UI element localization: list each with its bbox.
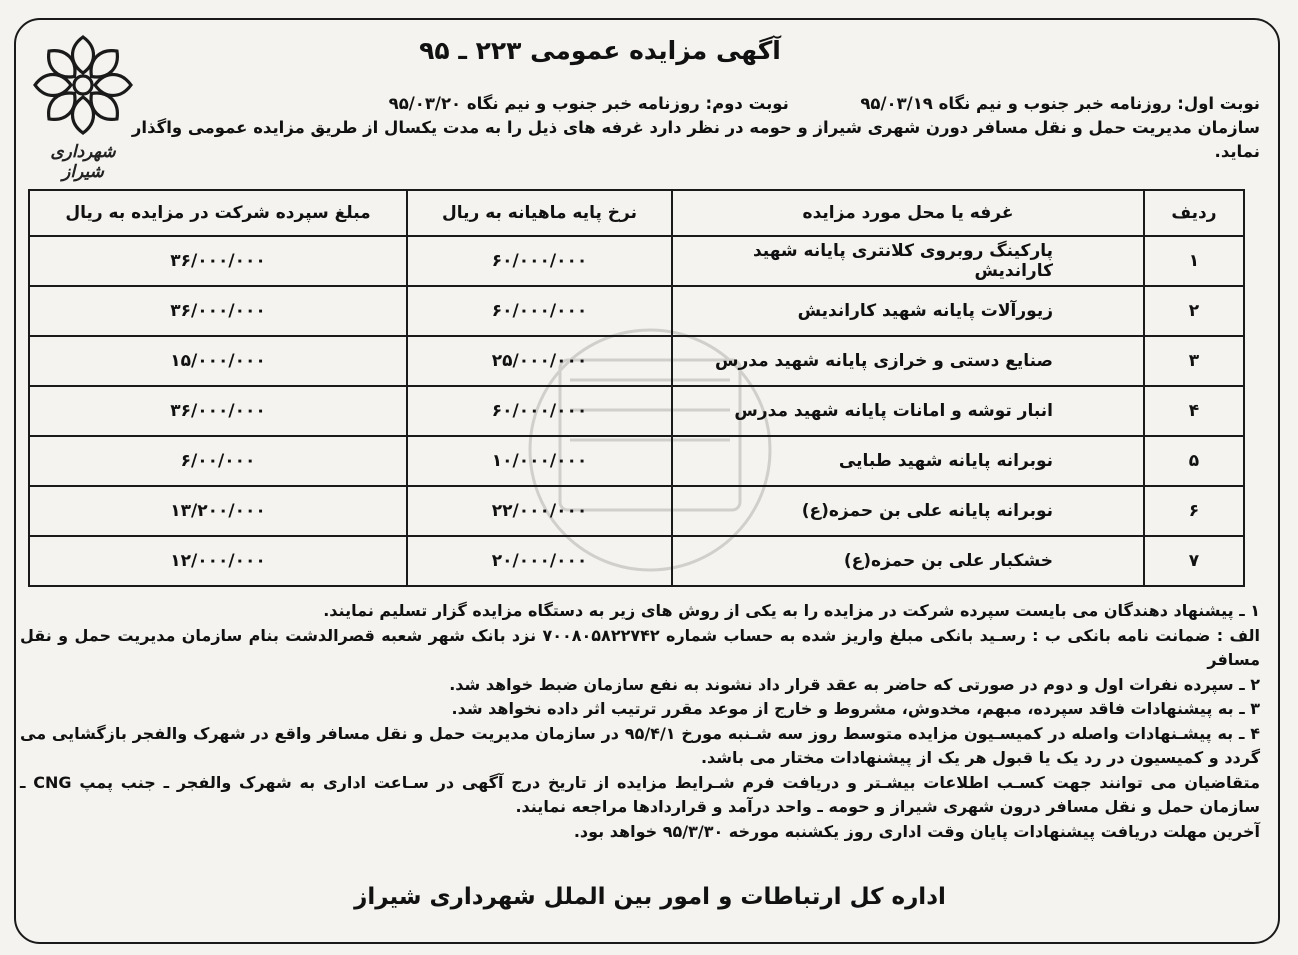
cell-deposit: ۱۵/۰۰۰/۰۰۰	[29, 336, 407, 386]
cell-row-number: ۴	[1144, 386, 1244, 436]
header-base-rate: نرخ پایه ماهیانه به ریال	[407, 190, 672, 236]
auction-table-wrapper	[30, 189, 1245, 587]
cell-location: زیورآلات پایانه شهید کاراندیش	[672, 286, 1144, 336]
table-row	[29, 536, 1244, 586]
cell-base-rate: ۶۰/۰۰۰/۰۰۰	[407, 386, 672, 436]
cell-location: صنایع دستی و خرازی پایانه شهید مدرس	[672, 336, 1144, 386]
table-row	[29, 436, 1244, 486]
note-4: ۴ ـ به پیشـنهادات واصله در کمیسـیون مزایده متوسط روز سه شـنبه مورخ ۹۵/۴/۱ در سازمان مدیریت حمل و نقل مسافر واقع در شهرک والفجر بازگشایی می گردد و کمیسیون در رد یک یا قبول هر یک از پیشنهادات مختار می باشد.	[20, 723, 1260, 767]
table-row	[29, 486, 1244, 536]
cell-row-number: ۷	[1144, 536, 1244, 586]
note-deadline: آخرین مهلت دریافت پیشنهادات پایان وقت اداری روز یکشنبه مورخه ۹۵/۳/۳۰ خواهد بود.	[573, 821, 1260, 841]
intro-text-line2: نماید.	[1214, 142, 1260, 161]
cell-base-rate: ۶۰/۰۰۰/۰۰۰	[407, 236, 672, 286]
cell-deposit: ۱۳/۲۰۰/۰۰۰	[29, 486, 407, 536]
table-row	[29, 336, 1244, 386]
cell-deposit: ۳۶/۰۰۰/۰۰۰	[29, 236, 407, 286]
intro-text-line1: سازمان مدیریت حمل و نقل مسافر دورن شهری شیراز و حومه در نظر دارد غرفه های ذیل را به مدت یکسال از طریق مزایده عمومی واگذار	[131, 118, 1260, 137]
cell-base-rate: ۶۰/۰۰۰/۰۰۰	[407, 286, 672, 336]
note-3: ۳ ـ به پیشنهادات فاقد سپرده، مبهم، مخدوش، مشروط و خارج از موعد مقرر ترتیب اثر داده نخواهد شد.	[451, 699, 1260, 718]
cell-location: انبار توشه و امانات پایانه شهید مدرس	[672, 386, 1144, 436]
note-applicants: متقاضیان می توانند جهت کسـب اطلاعات بیشـتر و دریافت فرم شـرایط مزایده از تاریخ درج آگهی در سـاعت اداری به شهرک والفجر ـ جنب پمپ CNG ـ سازمان حمل و نقل مسافر درون شهری شیراز و حومه ـ واحد درآمد و قراردادها مراجعه نمایند.	[20, 772, 1260, 816]
cell-base-rate: ۲۲/۰۰۰/۰۰۰	[407, 486, 672, 536]
note-1: ۱ ـ پیشنهاد دهندگان می بایست سپرده شرکت در مزایده را به یکی از روش های زیر به دستگاه مزایده گزار تسلیم نمایند.	[323, 601, 1260, 620]
cell-base-rate: ۲۵/۰۰۰/۰۰۰	[407, 336, 672, 386]
cell-deposit: ۶/۰۰/۰۰۰	[29, 436, 407, 486]
notes-section	[20, 599, 1260, 844]
cell-row-number: ۵	[1144, 436, 1244, 486]
note-2: ۲ ـ سپرده نفرات اول و دوم در صورتی که حاضر به عقد قرار داد نشوند به نفع سازمان ضبط خواهد شد.	[449, 674, 1260, 694]
note-1-options: الف : ضمانت نامه بانکی ب : رسـید بانکی مبلغ واریز شده به حساب شماره ۷۰۰۸۰۵۸۲۲۷۴۲ نزد بانک شهر شعبه قصرالدشت بنام سازمان مدیریت حمل و نقل مسافر	[20, 625, 1260, 669]
cell-row-number: ۶	[1144, 486, 1244, 536]
cell-row-number: ۳	[1144, 336, 1244, 386]
cell-row-number: ۲	[1144, 286, 1244, 336]
table-row	[29, 236, 1244, 286]
table-row	[29, 286, 1244, 336]
auction-table	[28, 189, 1245, 587]
cell-row-number: ۱	[1144, 236, 1244, 286]
cell-location: پارکینگ روبروی کلانتری پایانه شهید کاراندیش	[672, 236, 1144, 286]
table-header-row	[29, 190, 1244, 236]
cell-deposit: ۱۲/۰۰۰/۰۰۰	[29, 536, 407, 586]
notice-title: آگهی مزایده عمومی ۲۲۳ ـ ۹۵	[419, 36, 781, 65]
first-notice: نوبت اول: روزنامه خبر جنوب و نیم نگاه ۹۵/۰۳/۱۹	[860, 94, 1260, 113]
cell-base-rate: ۲۰/۰۰۰/۰۰۰	[407, 536, 672, 586]
cell-location: خشکبار علی بن حمزه(ع)	[672, 536, 1144, 586]
header-deposit: مبلغ سپرده شرکت در مزایده به ریال	[29, 190, 407, 236]
cell-base-rate: ۱۰/۰۰۰/۰۰۰	[407, 436, 672, 486]
notice-dates-line	[40, 92, 1260, 116]
table-row	[29, 386, 1244, 436]
cell-location: نوبرانه پایانه علی بن حمزه(ع)	[672, 486, 1144, 536]
header-location: غرفه یا محل مورد مزایده	[672, 190, 1144, 236]
cell-deposit: ۳۶/۰۰۰/۰۰۰	[29, 386, 407, 436]
cell-deposit: ۳۶/۰۰۰/۰۰۰	[29, 286, 407, 336]
intro-section	[40, 92, 1260, 164]
logo-caption: شهرداری شیراز	[50, 142, 116, 182]
cell-location: نوبرانه پایانه شهید طبایی	[672, 436, 1144, 486]
header-row-number: ردیف	[1144, 190, 1244, 236]
second-notice: نوبت دوم: روزنامه خبر جنوب و نیم نگاه ۹۵/۰۳/۲۰	[388, 94, 789, 113]
issuer-signature: اداره کل ارتباطات و امور بین الملل شهرداری شیراز	[354, 884, 946, 910]
